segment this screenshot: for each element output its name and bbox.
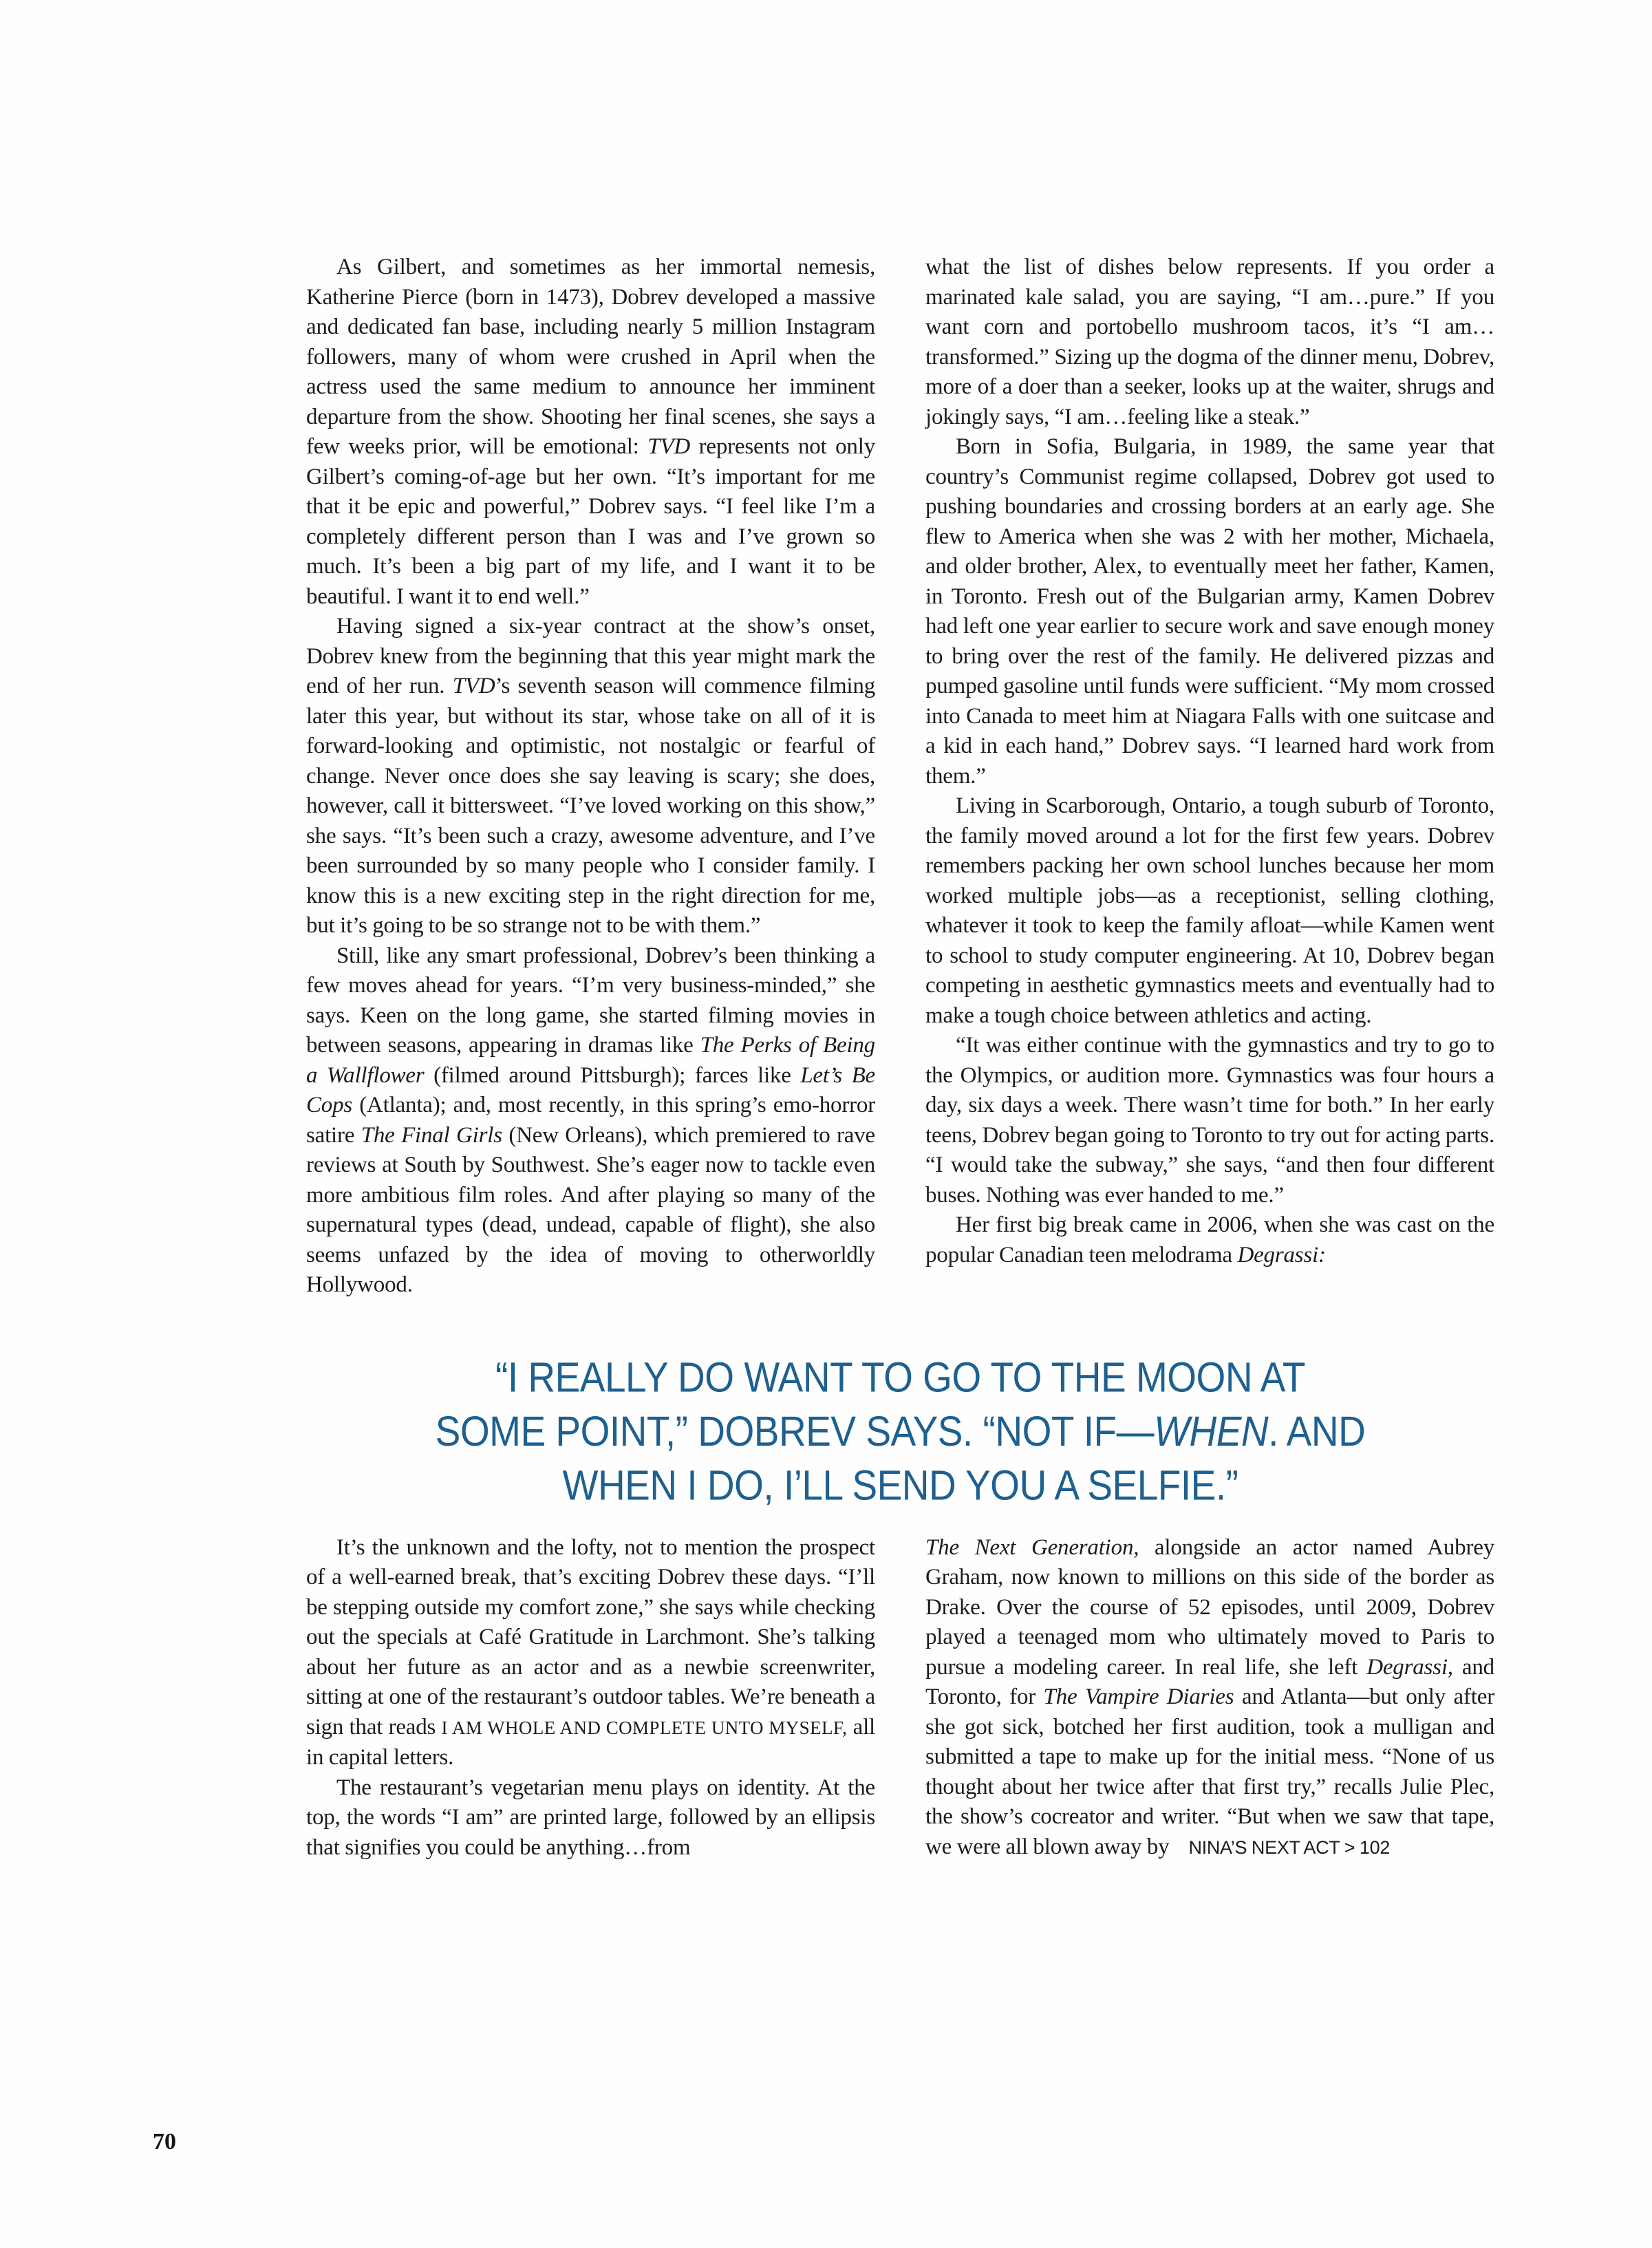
text-segment: Let’s Be Cops bbox=[306, 1062, 875, 1117]
column-left-top bbox=[306, 253, 875, 1300]
text-segment: (Atlanta); and, most recently, in this spring’s emo-horror satire bbox=[306, 1093, 875, 1148]
column-right-top bbox=[925, 253, 1494, 1270]
text-segment: (filmed around Pittsburgh); farces like bbox=[424, 1062, 801, 1088]
text-segment: The restaurant’s vegetarian menu plays on identity. At the top, the words “I am” are printed large, followed by an ellipsis that signifies you could be anything…from bbox=[306, 1775, 875, 1860]
text-segment: Living in Scarborough, Ontario, a tough suburb of Toronto, the family moved around a lot for the first few years. Dobrev remembers packing her own school lunches because her mom worked multiple jobs—as a receptionist, selling clothing, whatever it took to keep the family afloat—while Kamen went to school to study computer engineering. At 10, Dobrev began competing in aesthetic gymnastics meets and eventually had to make a tough choice between athletics and acting. bbox=[925, 793, 1494, 1028]
text-segment: As Gilbert, and sometimes as her immortal nemesis, Katherine Pierce (born in 1473), Dobrev developed a massive and dedicated fan base, including nearly 5 million Instagram followers, many of whom were crushed in April when the actress used the same medium to announce her imminent departure from the show. Shooting her final scenes, she says a few weeks prior, will be emotional: bbox=[306, 255, 875, 459]
pull-quote bbox=[306, 1350, 1494, 1512]
text-segment: what the list of dishes below represents. If you order a marinated kale salad, you are saying, “I am…pure.” If you want corn and portobello mushroom tacos, it’s “I am…transformed.” Sizing up the dogma of the dinner menu, Dobrev, more of a doer than a seeker, looks up at the waiter, shrugs and jokingly says, “I am…feeling like a steak.” bbox=[925, 255, 1494, 429]
text-segment: The Vampire Diaries bbox=[1043, 1684, 1234, 1709]
text-segment: “I REALLY DO WANT TO GO TO THE MOON AT bbox=[495, 1352, 1305, 1401]
paragraph bbox=[925, 432, 1494, 791]
text-segment: ’s seventh season will commence filming later this year, but without its star, whose take on all of it is forward-looking and optimistic, not nostalgic or fearful of change. Never once does she say leaving is scary; she does, however, call it bittersweet. “I’ve loved working on this show,” she says. “It’s been such a crazy, awesome adventure, and I’ve been surrounded by so many people who I consider family. I know this is a new exciting step in the right direction for me, but it’s going to be so strange not to be with them.” bbox=[306, 674, 875, 938]
text-segment: It’s the unknown and the lofty, not to mention the prospect of a well-earned break, that’s exciting Dobrev these days. “I’ll be stepping outside my comfort zone,” she says while checking out the specials at Café Gratitude in Larchmont. She’s talking about her future as an actor and as a newbie screenwriter, sitting at one of the restaurant’s outdoor tables. We’re beneath a sign that reads bbox=[306, 1534, 875, 1739]
text-segment: The Perks of Being a Wallflower bbox=[306, 1033, 875, 1088]
paragraph bbox=[306, 612, 875, 941]
text-segment: The Final Girls bbox=[361, 1122, 502, 1148]
text-segment: WHEN bbox=[1154, 1406, 1269, 1455]
text-segment: TVD bbox=[452, 674, 495, 698]
text-segment: SOME POINT,” DOBREV SAYS. “NOT IF— bbox=[435, 1406, 1155, 1455]
text-segment: . AND bbox=[1268, 1406, 1366, 1455]
pull-quote-line bbox=[306, 1404, 1494, 1457]
text-segment: The Next Generation, bbox=[925, 1534, 1139, 1560]
paragraph bbox=[306, 941, 875, 1300]
paragraph bbox=[925, 253, 1494, 432]
text-segment: TVD bbox=[647, 434, 690, 459]
paragraph bbox=[306, 1533, 875, 1773]
text-segment: all in capital letters. bbox=[306, 1714, 876, 1770]
paragraph bbox=[925, 1533, 1494, 1863]
text-segment: Degrassi, bbox=[1366, 1654, 1453, 1680]
paragraph bbox=[925, 1210, 1494, 1270]
text-segment: Having signed a six-year contract at the show’s onset, Dobrev knew from the beginning that this year might mark the end of her run. bbox=[306, 614, 875, 698]
text-segment: Her first big break came in 2006, when she was cast on the popular Canadian teen melodrama bbox=[925, 1212, 1494, 1267]
text-segment: Degrassi: bbox=[1237, 1242, 1326, 1267]
text-segment: represents not only Gilbert’s coming-of-age but her own. “It’s important for me that it be epic and powerful,” Dobrev says. “I feel like I’m a completely different person than I was and I’ve grown so much. It’s been a big part of my life, and I want it to be beautiful. I want it to end well.” bbox=[306, 434, 875, 609]
text-segment: alongside an actor named Aubrey Graham, now known to millions on this side of the border as Drake. Over the course of 52 episodes, until 2009, Dobrev played a teenaged mom who ultimately moved to Paris to pursue a modeling career. In real life, she left bbox=[925, 1534, 1494, 1680]
page-number: 70 bbox=[153, 2129, 176, 2154]
paragraph bbox=[306, 253, 875, 612]
jump-ref: NINA’S NEXT ACT > 102 bbox=[1188, 1837, 1391, 1858]
text-segment: “It was either continue with the gymnastics and try to go to the Olympics, or audition more. Gymnastics was four hours a day, six days a week. There wasn’t time for both.” In her early teens, Dobrev began going to Toronto to try out for acting parts. “I would take the subway,” she says, “and then four different buses. Nothing was ever handed to me.” bbox=[925, 1033, 1494, 1208]
text-segment: Born in Sofia, Bulgaria, in 1989, the same year that country’s Communist regime collapsed, Dobrev got used to pushing boundaries and crossing borders at an early age. She flew to America when she was 2 with her mother, Michaela, and older brother, Alex, to eventually meet her father, Kamen, in Toronto. Fresh out of the Bulgarian army, Kamen Dobrev had left one year earlier to secure work and save enough money to bring over the rest of the family. He delivered pizzas and pumped gasoline until funds were sufficient. “My mom crossed into Canada to meet him at Niagara Falls with one suitcase and a kid in each hand,” Dobrev says. “I learned hard work from them.” bbox=[925, 434, 1494, 789]
text-segment: WHEN I DO, I’LL SEND YOU A SELFIE.” bbox=[562, 1460, 1238, 1509]
paragraph bbox=[306, 1773, 875, 1863]
column-right-bottom bbox=[925, 1533, 1494, 1863]
pull-quote-line bbox=[306, 1457, 1494, 1511]
text-segment: (New Orleans), which premiered to rave reviews at South by Southwest. She’s eager now to tackle even more ambitious film roles. And after playing so many of the supernatural types (dead, undead, capable of flight), she also seems unfazed by the idea of moving to otherworldly Hollywood. bbox=[306, 1122, 875, 1297]
section-top bbox=[306, 253, 1494, 1300]
section-bottom bbox=[306, 1533, 1494, 1863]
paragraph bbox=[925, 791, 1494, 1031]
article-body bbox=[306, 253, 1494, 1863]
column-left-bottom bbox=[306, 1533, 875, 1863]
text-segment: and Atlanta—but only after she got sick, botched her first audition, took a mulligan and submitted a tape to make up for the initial mess. “None of us thought about her twice after that first try,” recalls Julie Plec, the show’s cocreator and writer. “But when we saw that tape, we were all blown away by bbox=[925, 1684, 1494, 1859]
text-segment: and Toronto, for bbox=[925, 1654, 1494, 1709]
paragraph bbox=[925, 1031, 1494, 1210]
text-segment: I AM WHOLE AND COMPLETE UNTO MYSELF, bbox=[441, 1717, 848, 1738]
text-segment: Still, like any smart professional, Dobrev’s been thinking a few moves ahead for years. “I’m very business-minded,” she says. Keen on the long game, she started filming movies in between seasons, appearing in dramas like bbox=[306, 943, 875, 1058]
pull-quote-line bbox=[306, 1350, 1494, 1404]
